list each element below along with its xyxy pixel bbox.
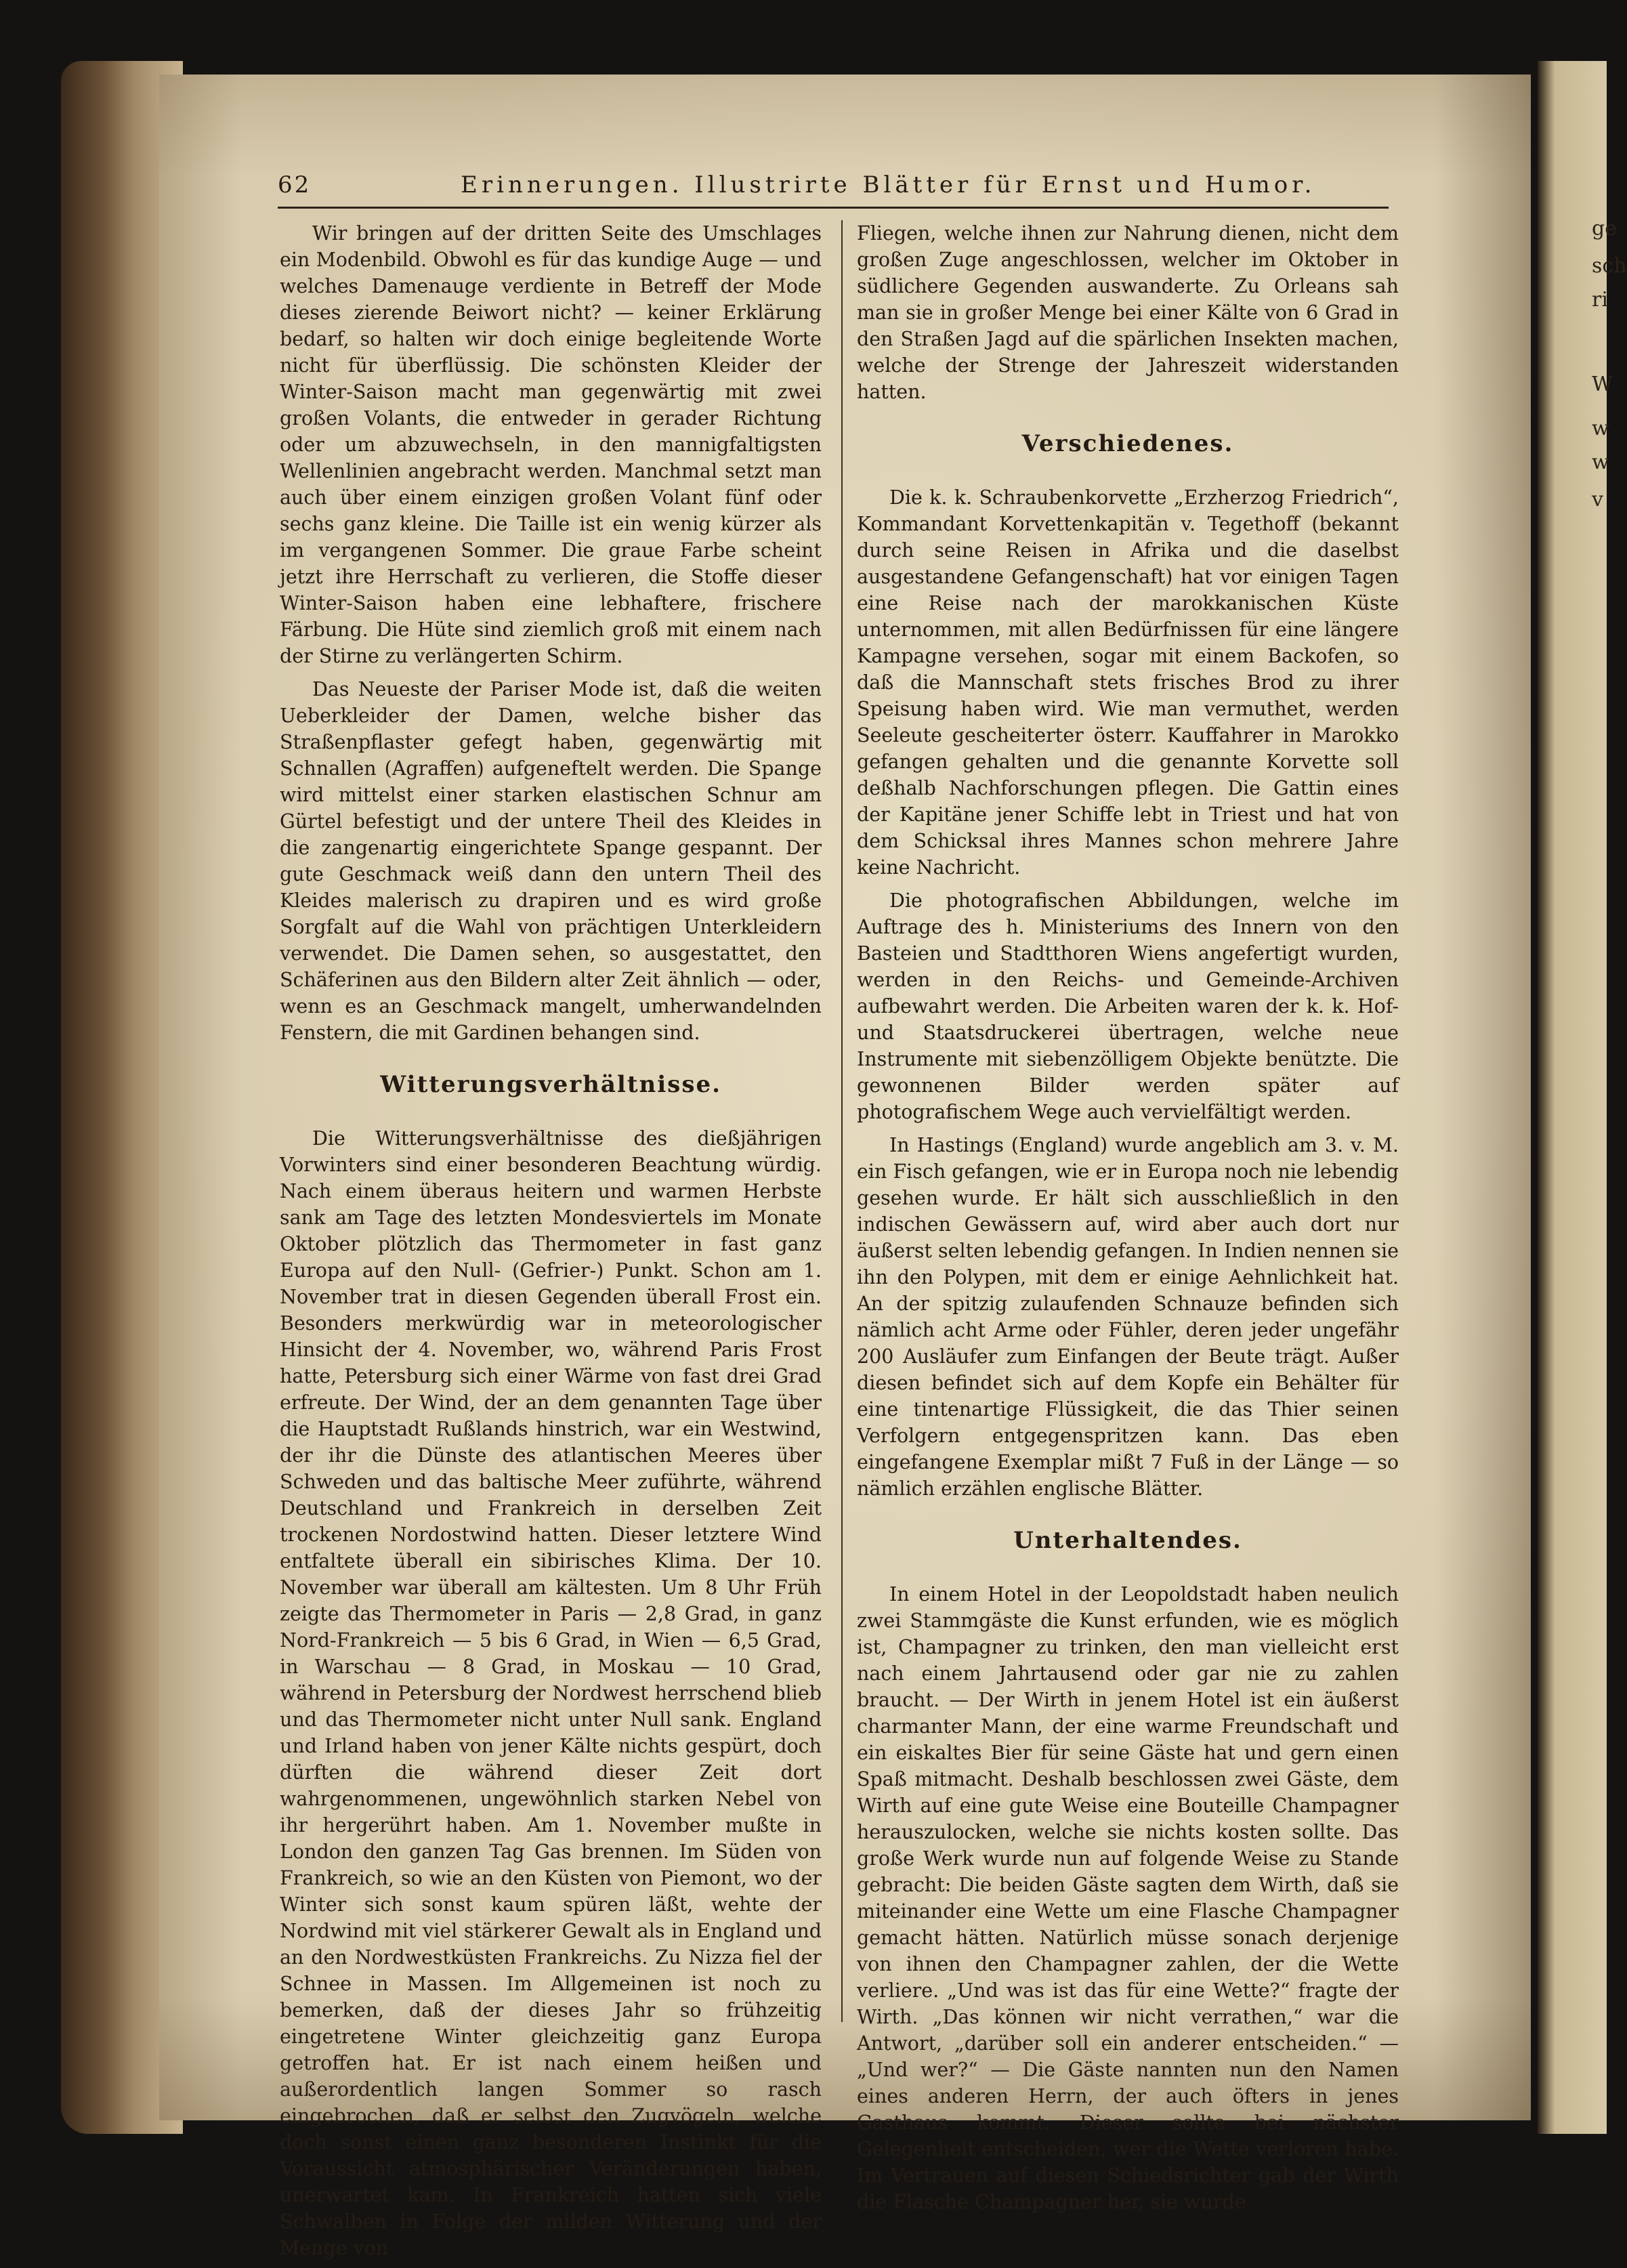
corvette-paragraph: Die k. k. Schraubenkorvette „Erzherzog Friedrich“, Kommandant Korvettenkapitän v. Tegethoff (bekannt durch seine Reisen in Afrika und die daselbst ausgestandene Gefangenschaft) hat vor einigen Tagen eine Reise nach der marokkanischen Küste unternommen, mit allen Bedürfnissen für eine längere Kampagne versehen, sogar mit einem Backofen, so daß die Mannschaft stets frisches Brod zu ihrer Speisung haben wird. Wie man vermuthet, werden Seeleute gescheiterter österr. Kauffahrer in Marokko gefangen gehalten und die genannte Korvette soll deßhalb Nachforschungen pflegen. Die Gattin eines der Kapitäne jener Schiffe lebt in Triest und hat von dem Schicksal ihres Mannes schon mehrere Jahre keine Nachricht. <box>857 486 1399 879</box>
section-heading-misc: Verschiedenes. <box>1021 430 1234 457</box>
weather-paragraph: Die Witterungsverhältnisse des dießjährigen Vorwinters sind einer besonderen Beachtung würdig. Nach einem überaus heitern und warmen Herbste sank am Tage des letzten Mondesviertels im Monate Oktober plötzlich das Thermometer in fast ganz Europa auf den Null- (Gefrier-) Punkt. Schon am 1. November trat in diesen Gegenden überall Frost ein. Besonders merkwürdig war in meteorologischer Hinsicht der 4. November, wo, während Paris Frost hatte, Petersburg sich einer Wärme von fast drei Grad erfreute. Der Wind, der an dem genannten Tage über die Hauptstadt Rußlands hinstrich, war ein Westwind, der ihr die Dünste des atlantischen Meeres über Schweden und das baltische Meer zuführte, während Deutschland und Frankreich in derselben Zeit trockenen Nordostwind hatten. Dieser letztere Wind entfaltete überall ein sibirisches Klima. Der 10. November war überall am kältesten. Um 8 Uhr Früh zeigte das Thermometer in Paris — 2,8 Grad, in ganz Nord-Frankreich — 5 bis 6 Grad, in Wien — 6,5 Grad, in Warschau — 8 Grad, in Moskau — 10 Grad, während in Petersburg der Nordwest herrschend blieb und das Thermometer nicht unter Null sank. England und Irland haben von jener Kälte nichts gespürt, doch dürften die während dieser Zeit dort wahrgenommenen, ungewöhnlich starken Nebel von ihr hergerührt haben. Am 1. November mußte in London den ganzen Tag Gas brennen. Im Süden von Frankreich, so wie an den Küsten von Piemont, wo der Winter sich sonst kaum spüren läßt, wehte der Nordwind mit viel stärkerer Gewalt als in England und an den Nordwestküsten Frankreichs. Zu Nizza fiel der Schnee in Massen. Im Allgemeinen ist noch zu bemerken, daß der dieses Jahr so frühzeitig eingetretene Winter gleichzeitig ganz Europa getroffen hat. Er ist nach einem heißen und außerordentlich langen Sommer so rasch eingebrochen, daß er selbst den Zugvögeln, welche doch sonst einen ganz besonderen Instinkt für die Voraussicht atmosphärischer Veränderungen haben, unerwartet kam. In Frankreich hatten sich viele Schwalben in Folge der milden Witterung und der Menge von <box>280 1127 822 2259</box>
facing-page-fragment: w <box>1592 417 1609 440</box>
fashion-paragraph: Wir bringen auf der dritten Seite des Umschlages ein Modenbild. Obwohl es für das kundige Auge — und welches Damenauge verdiente in Betreff der Mode dieses zierende Beiwort nicht? — keiner Erklärung bedarf, so halten wir doch einige begleitende Worte nicht für überflüssig. Die schönsten Kleider der Winter-Saison macht man gegenwärtig mit zwei großen Volants, die entweder in gerader Richtung oder um abzuwechseln, in den mannigfaltigsten Wellenlinien angebracht werden. Manchmal setzt man auch über einem einzigen großen Volant fünf oder sechs ganz kleine. Die Taille ist ein wenig kürzer als im vergangenen Sommer. Die graue Farbe scheint jetzt ihre Herrschaft zu verlieren, die Stoffe dieser Winter-Saison haben eine lebhaftere, frischere Färbung. Die Hüte sind ziemlich groß mit einem nach der Stirne zu verlängerten Schirm. <box>280 222 822 667</box>
facing-page-fragment: W <box>1592 373 1613 396</box>
running-title: Erinnerungen. Illustrirte Blätter für Ernst und Humor. <box>461 171 1316 198</box>
facing-page-edge <box>1538 61 1627 2134</box>
page-header <box>278 166 1389 209</box>
facing-page-fragment: sch <box>1592 254 1627 278</box>
page-number: 62 <box>278 171 312 198</box>
column-divider <box>841 220 843 2022</box>
section-heading-entertainment: Unterhaltendes. <box>1013 1527 1242 1554</box>
champagne-paragraph: In einem Hotel in der Leopoldstadt haben neulich zwei Stammgäste die Kunst erfunden, wie es möglich ist, Champagner zu trinken, den man vielleicht erst nach einem Jahrtausend oder gar nie zu zahlen braucht. — Der Wirth in jenem Hotel ist ein äußerst charmanter Mann, der eine warme Freundschaft und ein eiskaltes Bier für seine Gäste hat und gern einen Spaß mitmacht. Deshalb beschlossen zwei Gäste, dem Wirth auf eine gute Weise eine Bouteille Champagner herauszulocken, welche sie nichts kosten sollte. Das große Werk wurde nun auf folgende Weise zu Stande gebracht: Die beiden Gäste sagten dem Wirth, daß sie miteinander eine Wette um eine Flasche Champagner gemacht hätten. Natürlich müsse sonach derjenige von ihnen den Champagner zahlen, der die Wette verliere. „Und was ist das für eine Wette?“ fragte der Wirth. „Das können wir nicht verrathen,“ war die Antwort, „darüber soll ein anderer entscheiden.“ — „Und wer?“ — Die Gäste nannten nun den Namen eines anderen Herrn, der auch öfters in jenes Gasthaus kommt. Dieser sollte bei nächster Gelegenheit entscheiden, wer die Wette verloren habe. Im Vertrauen auf diesen Schiedsrichter gab der Wirth die Flasche Champagner her, sie wurde <box>857 1583 1399 2213</box>
right-column <box>857 220 1399 2222</box>
facing-page-fragment: ge <box>1592 217 1617 240</box>
facing-page-fragment: w <box>1592 450 1609 474</box>
facing-page-fragment: ri <box>1592 288 1608 312</box>
facing-page-fragment: v <box>1592 488 1603 511</box>
book-page <box>159 75 1531 2259</box>
left-column <box>280 220 822 2268</box>
section-heading-weather: Witterungsverhältnisse. <box>380 1071 721 1098</box>
paris-fashion-paragraph: Das Neueste der Pariser Mode ist, daß die weiten Ueberkleider der Damen, welche bisher das Straßenpflaster gefegt haben, gegenwärtig mit Schnallen (Agraffen) aufgeneftelt werden. Die Spange wird mittelst einer starken elastischen Schnur am Gürtel befestigt und der untere Theil des Kleides in die zangenartig eingerichtete Spange gespannt. Der gute Geschmack weiß dann den untern Theil des Kleides malerisch zu drapiren und es wird große Sorgfalt auf die Wahl von prächtigen Unterkleidern verwendet. Die Damen sehen, so ausgestattet, den Schäferinen aus den Bildern alter Zeit ähnlich — oder, wenn es an Geschmack mangelt, umherwandelnden Fenstern, die mit Gardinen behangen sind. <box>280 678 822 1044</box>
hastings-paragraph: In Hastings (England) wurde angeblich am 3. v. M. ein Fisch gefangen, wie er in Europa noch nie lebendig gesehen wurde. Er hält sich ausschließlich in den indischen Gewässern auf, wird aber auch dort nur äußerst selten lebendig gefangen. In Indien nennen sie ihn den Polypen, mit dem er einige Aehnlichkeit hat. An der spitzig zulaufenden Schnauze befinden sich nämlich acht Arme oder Fühler, deren jeder ungefähr 200 Ausläufer zum Einfangen der Beute trägt. Außer diesen befindet sich auf dem Kopfe ein Behälter für eine tintenartige Flüssigkeit, die das Thier seinen Verfolgern entgegenspritzen kann. Das eben eingefangene Exemplar mißt 7 Fuß in der Länge — so nämlich erzählen englische Blätter. <box>857 1134 1399 1500</box>
weather-continuation: Fliegen, welche ihnen zur Nahrung dienen, nicht dem großen Zuge angeschlossen, welcher im Oktober in südlichere Gegenden auswanderte. Zu Orleans sah man sie in großer Menge bei einer Kälte von 6 Grad in den Straßen Jagd auf die spärlichen Insekten machen, welche der Strenge der Jahreszeit widerstanden hatten. <box>857 222 1399 403</box>
photography-paragraph: Die photografischen Abbildungen, welche im Auftrage des h. Ministeriums des Innern von den Basteien und Stadtthoren Wiens angefertigt wurden, werden in den Reichs- und Gemeinde-Archiven aufbewahrt werden. Die Arbeiten waren der k. k. Hof- und Staatsdruckerei übertragen, welche neue Instrumente mit siebenzölligem Objekte benützte. Die gewonnenen Bilder werden später auf photografischem Wege auch vervielfältigt werden. <box>857 889 1399 1123</box>
